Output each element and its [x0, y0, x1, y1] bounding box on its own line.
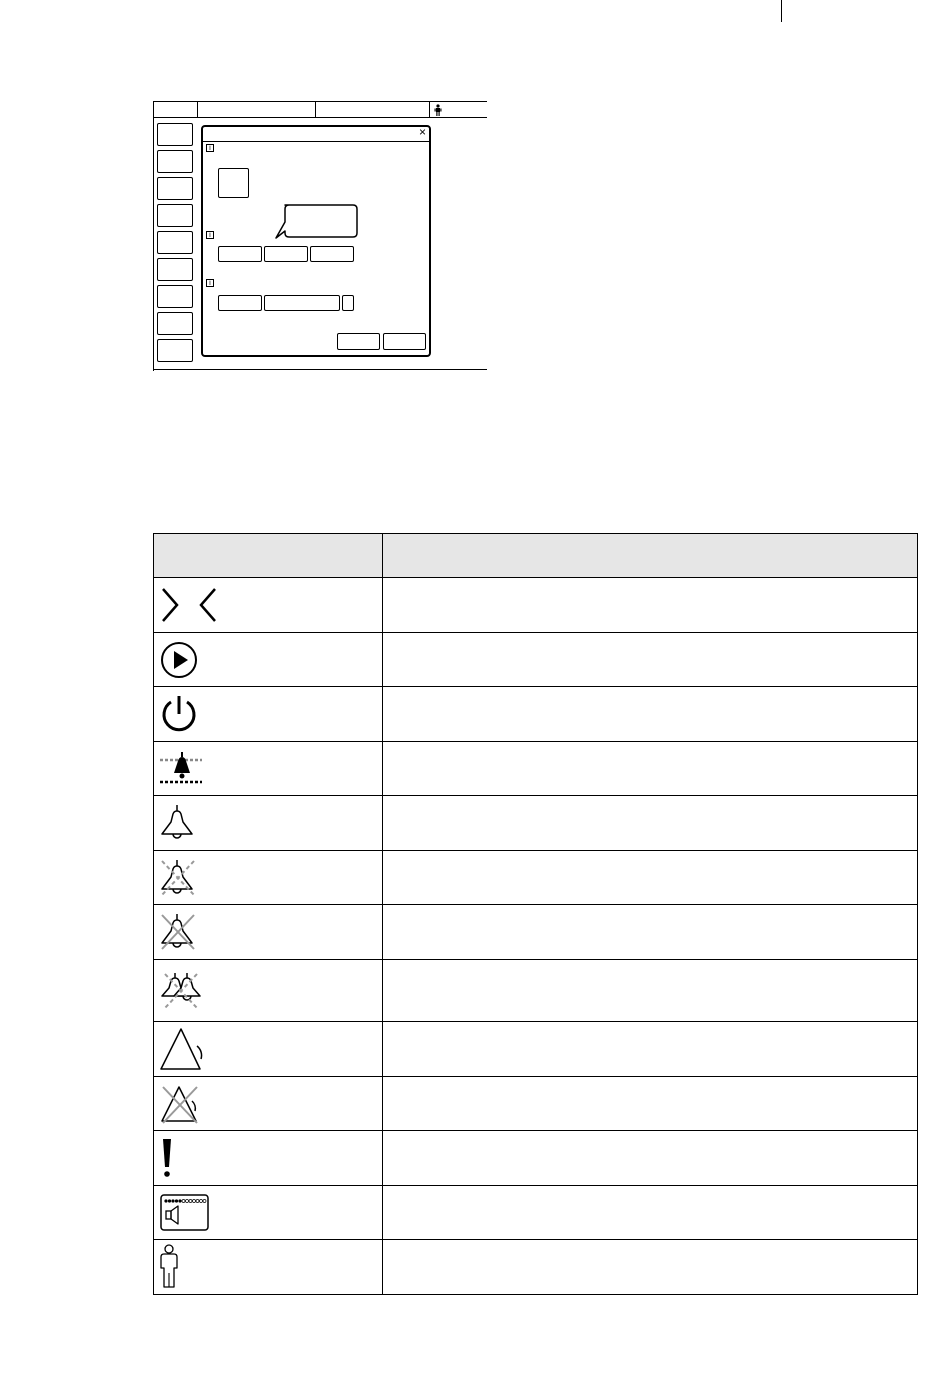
description-cell: [383, 1240, 918, 1295]
header-description: [383, 534, 918, 578]
symbol-cell: [154, 578, 383, 633]
topbar-separator: [429, 102, 430, 118]
bells-paused-icon: [159, 970, 203, 1012]
description-cell: [383, 851, 918, 905]
dialog-option-button[interactable]: [218, 246, 262, 262]
dialog-window: [201, 125, 431, 357]
symbol-cell: [154, 1186, 383, 1240]
chevron-right-left-icon: [159, 585, 219, 625]
table-header-row: [154, 534, 918, 578]
description-cell: [383, 687, 918, 742]
side-menu-button[interactable]: [157, 204, 193, 227]
symbol-cell: [154, 1077, 383, 1131]
alert-triangle-off-icon: [159, 1083, 205, 1125]
symbol-cell: [154, 851, 383, 905]
speech-bubble-callout: [273, 204, 359, 244]
dialog-option-button[interactable]: [264, 246, 308, 262]
table-row: [154, 633, 918, 687]
bell-paused-icon: [159, 857, 199, 899]
description-cell: [383, 905, 918, 960]
screen-bottom-edge: [153, 369, 487, 370]
table-row: [154, 1240, 918, 1295]
info-icon[interactable]: i: [206, 279, 214, 287]
description-cell: [383, 1131, 918, 1186]
close-icon[interactable]: ×: [418, 125, 426, 139]
table-row: [154, 1186, 918, 1240]
dialog-cancel-button[interactable]: [383, 333, 426, 350]
volume-level-icon: [159, 1193, 211, 1233]
page-vertical-rule: [781, 0, 782, 22]
side-menu-button[interactable]: [157, 339, 193, 362]
side-menu-button[interactable]: [157, 312, 193, 335]
side-menu-button[interactable]: [157, 258, 193, 281]
symbol-cell: [154, 633, 383, 687]
table-row: [154, 851, 918, 905]
table-row: [154, 742, 918, 796]
alarm-limits-bell-icon: [159, 749, 205, 789]
bell-off-icon: [159, 911, 199, 953]
side-menu-button[interactable]: [157, 150, 193, 173]
exclamation-icon: [159, 1136, 179, 1180]
table-row: [154, 1022, 918, 1077]
description-cell: [383, 633, 918, 687]
symbols-table: [153, 533, 918, 1295]
topbar-separator: [197, 102, 198, 118]
table-row: [154, 960, 918, 1022]
dialog-field-button[interactable]: [218, 295, 262, 311]
dialog-ok-button[interactable]: [337, 333, 380, 350]
description-cell: [383, 796, 918, 851]
symbol-cell: [154, 1131, 383, 1186]
side-menu-button[interactable]: [157, 285, 193, 308]
symbol-cell: [154, 960, 383, 1022]
alert-triangle-icon: [159, 1026, 209, 1072]
side-menu-button[interactable]: [157, 123, 193, 146]
table-row: [154, 1131, 918, 1186]
power-icon: [159, 693, 199, 735]
dialog-value-field[interactable]: [264, 295, 340, 311]
screen-left-edge: [153, 101, 154, 371]
table-row: [154, 796, 918, 851]
play-circle-icon: [159, 640, 199, 680]
dialog-square-button[interactable]: [218, 168, 249, 198]
description-cell: [383, 1186, 918, 1240]
description-cell: [383, 1077, 918, 1131]
dialog-small-button[interactable]: [342, 295, 354, 311]
side-menu-button[interactable]: [157, 231, 193, 254]
dialog-option-button[interactable]: [310, 246, 354, 262]
top-status-bar: [153, 101, 487, 118]
person-icon: [159, 1243, 183, 1291]
info-icon[interactable]: i: [206, 231, 214, 239]
dialog-title-bar: [203, 127, 429, 142]
symbol-cell: [154, 796, 383, 851]
description-cell: [383, 1022, 918, 1077]
bell-icon: [159, 802, 199, 844]
table-row: [154, 1077, 918, 1131]
description-cell: [383, 960, 918, 1022]
header-symbol: [154, 534, 383, 578]
table-row: [154, 578, 918, 633]
info-icon[interactable]: i: [206, 144, 214, 152]
symbol-cell: [154, 687, 383, 742]
table-row: [154, 687, 918, 742]
table-row: [154, 905, 918, 960]
symbol-cell: [154, 1022, 383, 1077]
ui-diagram: [153, 101, 487, 371]
description-cell: [383, 578, 918, 633]
side-menu-button[interactable]: [157, 177, 193, 200]
symbol-cell: [154, 1240, 383, 1295]
description-cell: [383, 742, 918, 796]
symbol-cell: [154, 905, 383, 960]
topbar-separator: [315, 102, 316, 118]
symbol-cell: [154, 742, 383, 796]
person-standing-icon: [433, 104, 443, 116]
